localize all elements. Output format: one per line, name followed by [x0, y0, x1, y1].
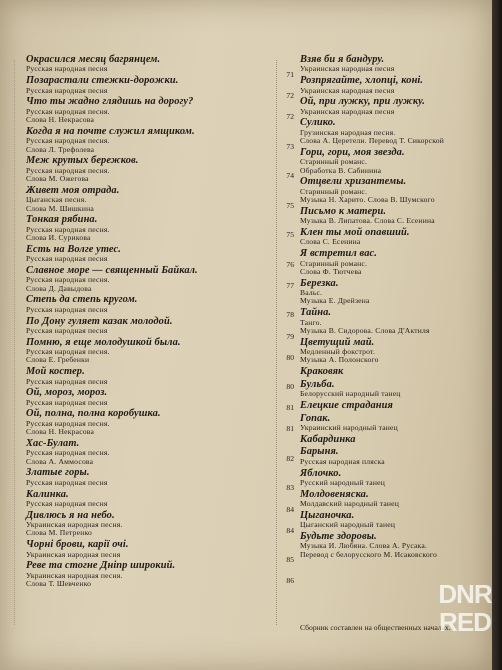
song-credit: Перевод с белорусского М. Исаковского — [300, 549, 437, 559]
song-credit: Старинный романс. — [300, 157, 368, 167]
song-credit: Музыка Н. Харито. Слова В. Шумского — [300, 195, 435, 205]
contents-entry — [300, 446, 480, 466]
song-title: Ой, полна, полна коробушка. — [26, 408, 161, 420]
song-title: Когда я на почте служил ямщиком. — [26, 125, 195, 137]
song-credit: Слова И. Сурикова — [26, 233, 91, 243]
contents-entry — [26, 437, 294, 466]
song-credit: Цыганский народный танец — [300, 520, 396, 530]
song-title: Мой костер. — [26, 366, 85, 378]
contents-entry — [300, 400, 480, 411]
song-credit: Русская народная песня — [26, 498, 108, 508]
contents-entry — [300, 176, 480, 204]
song-credit: Украинский народный танец — [300, 423, 398, 433]
song-title: Степь да степь кругом. — [26, 294, 138, 306]
song-credit: Украинская народная песня — [300, 106, 395, 116]
page-number: 81 — [286, 424, 294, 434]
contents-entry — [300, 379, 480, 399]
page-number: 84 — [286, 504, 294, 514]
song-title: Сулико. — [300, 117, 336, 129]
song-credit: Украинская народная песня. — [26, 570, 123, 580]
song-title: Чорнi брови, карiї очi. — [26, 539, 129, 551]
contents-entry — [300, 489, 480, 509]
song-credit: Русская народная песня. — [26, 224, 110, 234]
song-title: Молдовеняска. — [300, 488, 369, 500]
song-credit: Слова А. Церетели. Перевод Т. Сикорской — [300, 136, 444, 146]
song-credit: Старинный романс. — [300, 258, 368, 268]
contents-entry — [26, 214, 294, 243]
song-credit: Русский народный танец — [300, 478, 385, 487]
page-number: 77 — [286, 280, 294, 290]
song-credit: Русская народная песня. — [26, 448, 110, 458]
contents-entry — [26, 509, 294, 538]
page-number: 84 — [286, 525, 294, 535]
song-title: Живет моя отрада. — [26, 184, 120, 196]
song-credit: Медленный фокстрот. — [300, 347, 376, 357]
contents-entry — [26, 243, 294, 269]
song-credit: Русская народная песня — [26, 304, 108, 314]
song-title: Елецкие страдания — [300, 399, 393, 411]
song-title: Розпрягайте, хлопцi, конi. — [300, 75, 424, 87]
contents-entry — [26, 184, 294, 213]
song-title: Цыганочка. — [300, 509, 355, 521]
song-credit: Слова Е. Гребенки — [26, 355, 90, 365]
contents-right-column — [300, 54, 480, 560]
song-credit: Русская народная песня — [26, 64, 108, 74]
page-number: 82 — [286, 453, 294, 463]
page-number: 72 — [286, 112, 294, 122]
song-credit: Русская народная песня. — [26, 347, 110, 357]
song-credit: Слова Л. Трефолева — [26, 144, 95, 154]
song-credit: Русская народная песня — [26, 325, 108, 335]
song-credit: Грузинская народная песня. — [300, 127, 396, 137]
watermark-logo: DNR RED — [438, 579, 492, 637]
song-title: Славное море — священный Байкал. — [26, 264, 198, 276]
page-number: 80 — [286, 382, 294, 392]
page-number: 79 — [286, 331, 294, 341]
song-credit: Русская народная песня — [26, 85, 108, 95]
contents-entry — [300, 248, 480, 276]
song-credit: Музыка В. Липатова. Слова С. Есенина — [300, 216, 435, 226]
song-credit: Обработка В. Сабинина — [300, 165, 382, 175]
contents-entry — [300, 307, 480, 335]
song-title: Цветущий май. — [300, 336, 375, 348]
song-credit: Русская народная песня. — [26, 165, 110, 175]
contents-entry — [300, 227, 480, 247]
song-credit: Русская народная песня. — [26, 418, 110, 428]
song-title: Гопак. — [300, 412, 331, 424]
song-title: Тонкая рябина. — [26, 214, 98, 226]
song-credit: Вальс. — [300, 288, 323, 298]
song-credit: Белорусский народный танец — [300, 389, 401, 399]
song-credit: Цыганская песня. — [26, 195, 87, 205]
song-credit: Слова С. Есенина — [300, 237, 361, 247]
song-credit: Слова А. Аммосова — [26, 456, 94, 466]
song-credit: Слова М. Шишкина — [26, 203, 94, 213]
song-credit: Молдавский народный танец — [300, 499, 399, 509]
song-title: Отцвели хризантемы. — [300, 176, 407, 188]
contents-entry — [300, 147, 480, 175]
song-credit: Русская народная песня. — [26, 136, 110, 146]
song-title: Будьте здоровы. — [300, 530, 377, 542]
contents-entry — [300, 206, 480, 226]
contents-entry — [26, 96, 294, 125]
song-title: Помню, я еще молодушкой была. — [26, 336, 181, 348]
contents-entry — [300, 75, 480, 95]
song-title: Краковяк — [300, 366, 344, 378]
song-credit: Русская народная песня — [26, 376, 108, 386]
song-credit: Слова М. Петренко — [26, 528, 92, 538]
footer-note: Сборник составлен на общественных началах. — [300, 623, 451, 632]
contents-entry — [26, 125, 294, 154]
contents-entry — [26, 54, 294, 79]
song-title: Златые горы. — [26, 467, 90, 479]
page-edge-shadow — [492, 0, 502, 670]
page-number: 85 — [286, 555, 294, 565]
song-title: Есть на Волге утес. — [26, 243, 121, 255]
song-credit: Слова М. Ожегова — [26, 174, 89, 184]
song-title: Ой, при лужку, при лужку. — [300, 96, 425, 108]
song-credit: Слова Ф. Тютчева — [300, 266, 362, 276]
song-title: Позарастали стежки-дорожки. — [26, 75, 179, 87]
page-number: 81 — [286, 403, 294, 413]
song-credit: Слова Д. Давыдова — [26, 283, 92, 293]
song-title: Кабардинка — [300, 433, 356, 445]
contents-entry — [300, 413, 480, 433]
song-title: Березка. — [300, 277, 339, 289]
song-credit: Музыка И. Любяна. Слова А. Русака. — [300, 541, 427, 551]
song-title: Клен ты мой опавший. — [300, 226, 410, 238]
song-title: Ой, мороз, мороз. — [26, 387, 108, 399]
song-credit: Слова Н. Некрасова — [26, 427, 95, 437]
song-title: Окрасился месяц багрянцем. — [26, 54, 161, 65]
contents-entry — [26, 75, 294, 101]
contents-entry — [300, 96, 480, 116]
song-credit: Русская народная песня. — [26, 275, 110, 285]
song-credit: Русская народная песня. — [26, 106, 110, 116]
contents-entry — [26, 155, 294, 184]
contents-entry — [26, 467, 294, 493]
song-credit: Музыка А. Полонского — [300, 355, 379, 365]
song-title: Бульба. — [300, 378, 335, 390]
song-credit: Слова Н. Некрасова — [26, 115, 95, 125]
contents-left-column — [26, 54, 294, 590]
song-credit: Русская народная песня — [26, 397, 108, 407]
song-title: Реве та стогне Днiпр широкий. — [26, 560, 176, 572]
song-credit: Украинская народная песня — [300, 64, 395, 74]
song-credit: Украинская народная песня — [26, 549, 121, 559]
song-title: Хас-Булат. — [26, 437, 80, 449]
song-title: Гори, гори, моя звезда. — [300, 146, 405, 158]
page-number: 75 — [286, 230, 294, 240]
page-number: 73 — [286, 141, 294, 151]
page-number: 86 — [286, 576, 294, 586]
song-title: Дивлюсь я на небо. — [26, 509, 115, 521]
song-title: Меж крутых бережков. — [26, 155, 139, 167]
contents-entry — [300, 510, 480, 530]
contents-entry — [300, 468, 480, 488]
contents-entry — [300, 278, 480, 306]
contents-entry — [26, 294, 294, 320]
contents-entry — [300, 54, 480, 74]
page-number: 78 — [286, 310, 294, 320]
song-credit: Украинская народная песня — [300, 85, 395, 95]
song-title: Калинка. — [26, 488, 69, 500]
page-number: 71 — [286, 70, 294, 79]
page-number: 75 — [286, 200, 294, 210]
page-number: 83 — [286, 483, 294, 493]
contents-entry — [300, 434, 480, 445]
contents-entry — [26, 539, 294, 565]
song-title: По Дону гуляет казак молодой. — [26, 315, 173, 327]
page-number: 80 — [286, 352, 294, 362]
song-title: Что ты жадно глядишь на дорогу? — [26, 96, 194, 108]
song-credit: Слова Т. Шевченко — [26, 579, 92, 589]
contents-entry — [300, 117, 480, 145]
song-title: Письмо к матери. — [300, 205, 387, 217]
song-title: Взяв би я бандуру. — [300, 54, 385, 65]
contents-entry — [300, 366, 480, 377]
song-credit: Украинская народная песня. — [26, 520, 123, 530]
contents-entry — [300, 531, 480, 559]
page-number: 74 — [286, 171, 294, 181]
song-credit: Русская народная песня — [26, 477, 108, 487]
song-credit: Русская народная песня — [26, 254, 108, 264]
song-credit: Музыка Е. Дрейзена — [300, 296, 370, 306]
contents-entry — [26, 366, 294, 392]
song-title: Яблочко. — [300, 467, 342, 479]
song-title: Тайна. — [300, 307, 332, 319]
contents-entry — [26, 408, 294, 437]
contents-entry — [300, 337, 480, 365]
page-number: 72 — [286, 91, 294, 101]
song-credit: Старинный романс. — [300, 186, 368, 196]
song-credit: Русская народная пляска — [300, 456, 385, 466]
page-number: 76 — [286, 259, 294, 269]
dotted-margin-line — [14, 60, 15, 625]
song-title: Я встретил вас. — [300, 248, 377, 260]
song-credit: Музыка В. Сидорова. Слова Д'Актиля — [300, 325, 430, 335]
song-credit: Танго. — [300, 317, 322, 327]
song-title: Барыня. — [300, 446, 339, 458]
